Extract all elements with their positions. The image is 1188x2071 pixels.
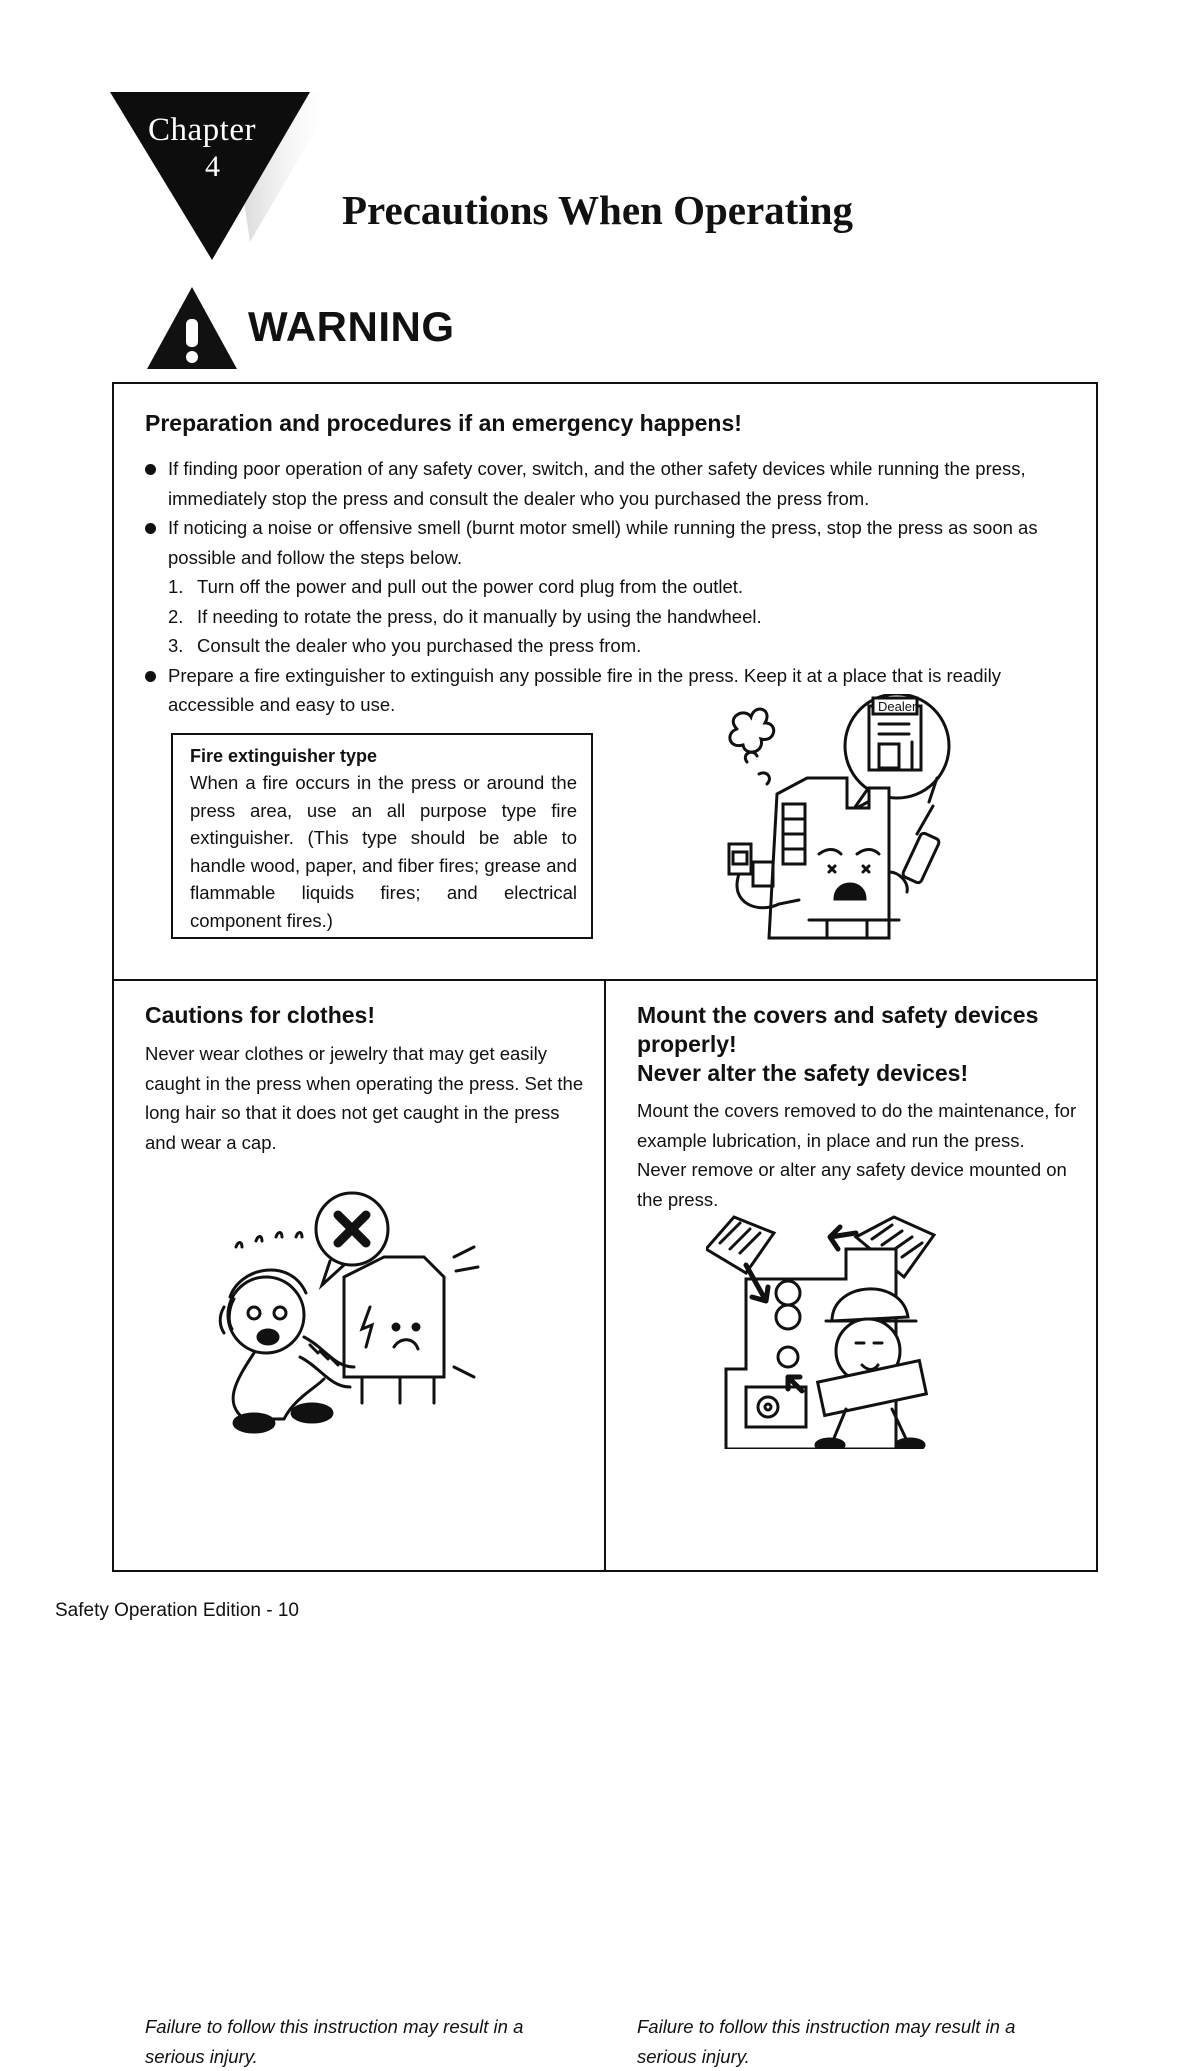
page-title: Precautions When Operating [342, 187, 853, 233]
fire-box-text: When a fire occurs in the press or around the press area, use an all purpose type fire extinguisher. (This type should be able to handle wood, paper, and fiber fires; grease and flammable liquids fires; and electrical component fires.) [190, 772, 577, 931]
page-footer: Safety Operation Edition - 10 [55, 1600, 299, 1621]
step-number: 3. [168, 635, 184, 656]
fire-box-title: Fire extinguisher type [190, 746, 378, 766]
list-item: If finding poor operation of any safety cover, switch, and the other safety devices while running the press, immediately stop the press and consult the dealer who you purchased the press from. [145, 454, 1070, 513]
chapter-number: 4 [205, 150, 220, 183]
steps-list [168, 572, 1070, 661]
covers-footnote: Failure to follow this instruction may result in a serious injury. [637, 2016, 1016, 2067]
covers-title-line-1: Mount the covers and safety devices properly! [637, 1002, 1039, 1057]
clothes-caught-illustration-icon [184, 1187, 504, 1437]
list-item-text: If noticing a noise or offensive smell (burnt motor smell) while running the press, stop the press as soon as possible and follow the steps below. [168, 517, 1038, 568]
step-item [168, 602, 1070, 632]
covers-text: Mount the covers removed to do the maintenance, for example lubrication, in place and run the press. Never remove or alter any safety device mounted on the press. [637, 1100, 1077, 1210]
list-item [145, 513, 1070, 661]
fire-extinguisher-box [171, 733, 593, 939]
clothes-title: Cautions for clothes! [145, 1002, 376, 1028]
warning-icon [145, 285, 239, 371]
step-number: 2. [168, 605, 184, 627]
mounting-covers-illustration-icon [706, 1209, 966, 1449]
warning-title: WARNING [248, 303, 455, 350]
chapter-label: Chapter [148, 112, 256, 148]
covers-title-line-2: Never alter the safety devices! [637, 1060, 969, 1086]
press-smoke-illustration-icon [717, 694, 967, 944]
clothes-text: Never wear clothes or jewelry that may get easily caught in the press when operating the press. Set the long hair so that it does not get caught in the press and wear a cap. [145, 1043, 584, 1153]
step-item [168, 572, 1070, 602]
clothes-footnote: Failure to follow this instruction may result in a serious injury. [145, 2016, 524, 2067]
step-text: Turn off the power and pull out the power cord plug from the outlet. [197, 576, 744, 597]
emergency-title: Preparation and procedures if an emergency happens! [145, 410, 742, 436]
chapter-badge [110, 92, 350, 262]
list-item: Prepare a fire extinguisher to extinguish any possible fire in the press. Keep it at a place that is readily accessible and easy to use. [145, 661, 1070, 720]
emergency-section [114, 384, 1096, 981]
covers-section [606, 979, 1096, 2067]
emergency-list [145, 454, 1070, 720]
step-item [168, 631, 1070, 661]
step-text: Consult the dealer who you purchased the press from. [197, 635, 642, 656]
step-text: If needing to rotate the press, do it manually by using the handwheel. [197, 605, 762, 627]
step-number: 1. [168, 576, 184, 597]
dealer-label: Dealer [878, 699, 917, 714]
covers-title [637, 1001, 1077, 1088]
